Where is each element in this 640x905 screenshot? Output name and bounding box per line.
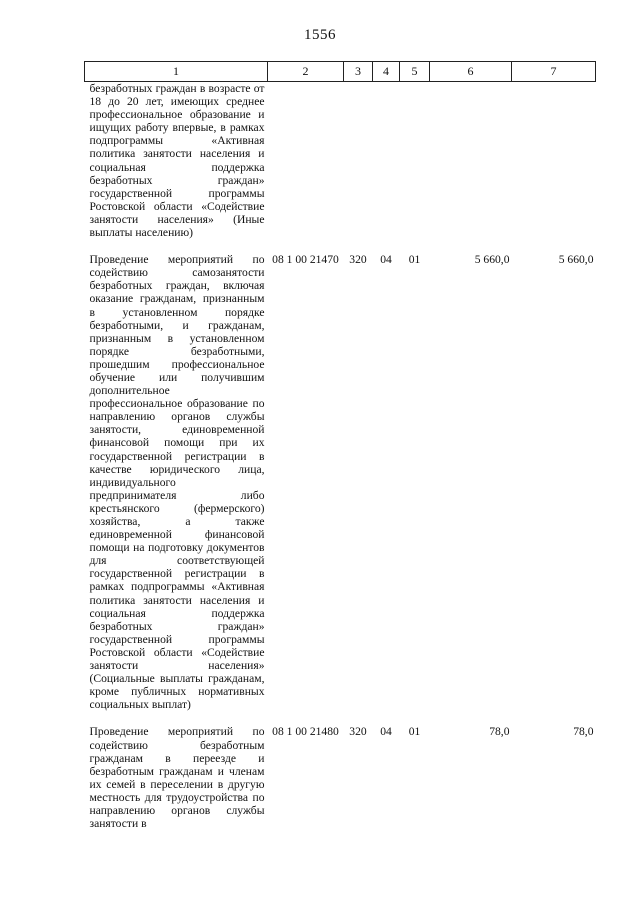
row-section: 04 — [380, 253, 392, 267]
row-amount-1: 5 660,0 — [474, 253, 510, 267]
column-header-7: 7 — [512, 62, 596, 82]
row-section — [373, 82, 400, 240]
row-amount-2 — [512, 82, 596, 240]
row-subsection: 01 — [408, 725, 421, 739]
row-section: 04 — [380, 725, 392, 739]
column-header-5: 5 — [400, 62, 430, 82]
column-header-4: 4 — [373, 62, 400, 82]
row-expense-type: 320 — [349, 725, 367, 739]
column-header-6: 6 — [430, 62, 512, 82]
row-amount-2: 78,0 — [573, 725, 594, 739]
column-header-1: 1 — [85, 62, 268, 82]
row-amount-2: 5 660,0 — [558, 253, 594, 267]
row-target-code: 08 1 00 21480 — [272, 725, 339, 739]
row-target-code — [268, 82, 344, 240]
row-expense-type: 320 — [349, 253, 367, 267]
budget-table — [84, 61, 596, 830]
row-subsection: 01 — [408, 253, 421, 267]
column-header-3: 3 — [344, 62, 373, 82]
row-description: Проведение мероприятий по содействию самозанятости безработных граждан, включая оказание гражданам, признанным в установленном порядке безработными, и гражданам, признанным в установленном порядке безработными, прошедшим профессиональное обучение или получившим дополнительное профессиональное образование по направлению органов службы занятости, единовременной финансовой помощи при их государственной регистрации в качестве юридического лица, индивидуального предпринимателя либо крестьянского (фермерского) хозяйства, а также единовременной финансовой помощи на подготовку документов для соответствующей государственной регистрации в рамках подпрограммы «Активная политика занятости населения и социальная поддержка безработных граждан» государственной программы Ростовской области «Содействие занятости населения» (Социальные выплаты гражданам, кроме публичных нормативных социальных выплат) — [89, 253, 265, 712]
row-subsection — [400, 82, 430, 240]
column-header-2: 2 — [268, 62, 344, 82]
row-target-code: 08 1 00 21470 — [272, 253, 339, 267]
row-amount-1: 78,0 — [489, 725, 510, 739]
row-description: безработных граждан в возрасте от 18 до 20 лет, имеющих среднее профессиональное образование и ищущих работу впервые, в рамках подпрограммы «Активная политика занятости населения и социальная поддержка безработных граждан» государственной программы Ростовской области «Содействие занятости населения» (Иные выплаты населению) — [89, 82, 265, 240]
row-amount-1 — [430, 82, 512, 240]
table-header-row — [85, 62, 596, 82]
table-row — [85, 253, 596, 711]
row-expense-type — [344, 82, 373, 240]
table-row — [85, 82, 596, 240]
table-row — [85, 725, 596, 830]
page-number: 1556 — [304, 27, 336, 43]
row-description: Проведение мероприятий по содействию безработным гражданам в переезде и безработным гражданам и членам их семей в переселении в другую местность для трудоустройства по направлению органов службы занятости в — [89, 725, 265, 831]
